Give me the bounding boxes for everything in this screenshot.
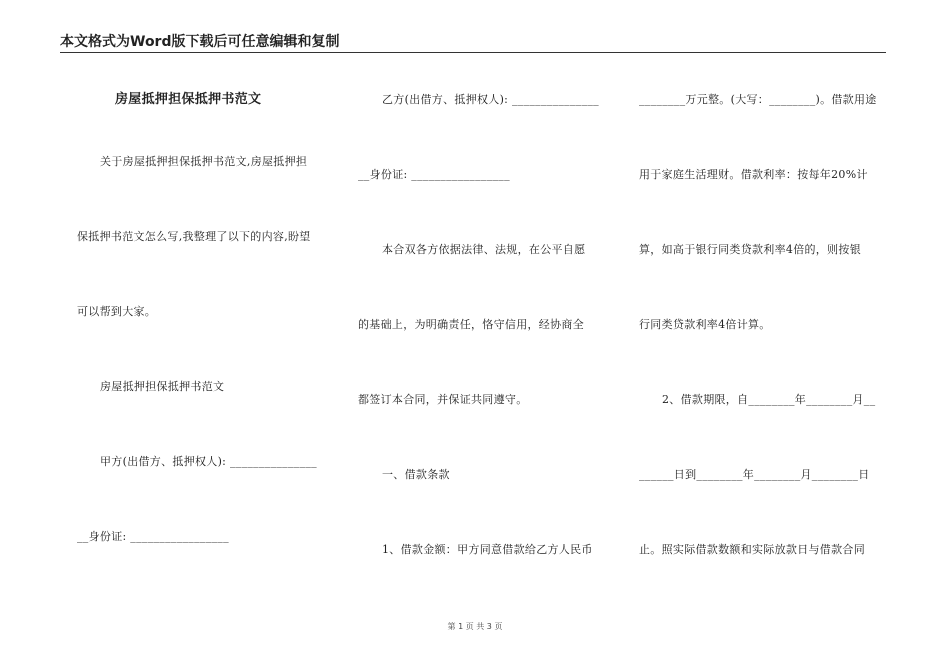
party-b-line: 乙方(出借方、抵押权人): _______________ [382,93,599,106]
party-a-line: 甲方(出借方、抵押权人): _______________ [100,455,317,468]
text-line: 算，如高于银行同类贷款利率4倍的，则按银 [639,243,861,256]
document-title: 房屋抵押担保抵押书范文 [115,92,262,107]
page-number: 第 1 页 共 3 页 [447,622,503,631]
section-heading: 一、借款条款 [382,468,450,481]
text-line: 都签订本合同，并保证共同遵守。 [358,393,528,406]
text-line: 保抵押书范文怎么写,我整理了以下的内容,盼望 [77,230,311,243]
text-line: 2、借款期限，自________年________月__ [662,393,876,406]
party-a-id-line: __身份证: _________________ [77,530,229,543]
text-line: 1、借款金额：甲方同意借款给乙方人民币 [382,543,593,556]
text-line: ________万元整。(大写：________)。借款用途 [639,93,877,106]
document-header: 本文格式为Word版下载后可任意编辑和复制 [60,34,886,53]
text-line: 可以帮到大家。 [77,305,157,318]
text-line: ______日到________年________月________日 [639,468,870,481]
section-heading: 房屋抵押担保抵押书范文 [100,380,225,393]
party-b-id-line: __身份证: _________________ [358,168,510,181]
text-line: 的基础上，为明确责任，恪守信用，经协商全 [358,318,584,331]
text-line: 用于家庭生活理财。借款利率：按每年20%计 [639,168,868,181]
text-line: 止。照实际借款数额和实际放款日与借款合同 [639,543,865,556]
text-line: 本合双各方依据法律、法规，在公平自愿 [382,243,586,256]
text-line: 关于房屋抵押担保抵押书范文,房屋抵押担 [100,155,308,168]
text-line: 行同类贷款利率4倍计算。 [639,318,771,331]
